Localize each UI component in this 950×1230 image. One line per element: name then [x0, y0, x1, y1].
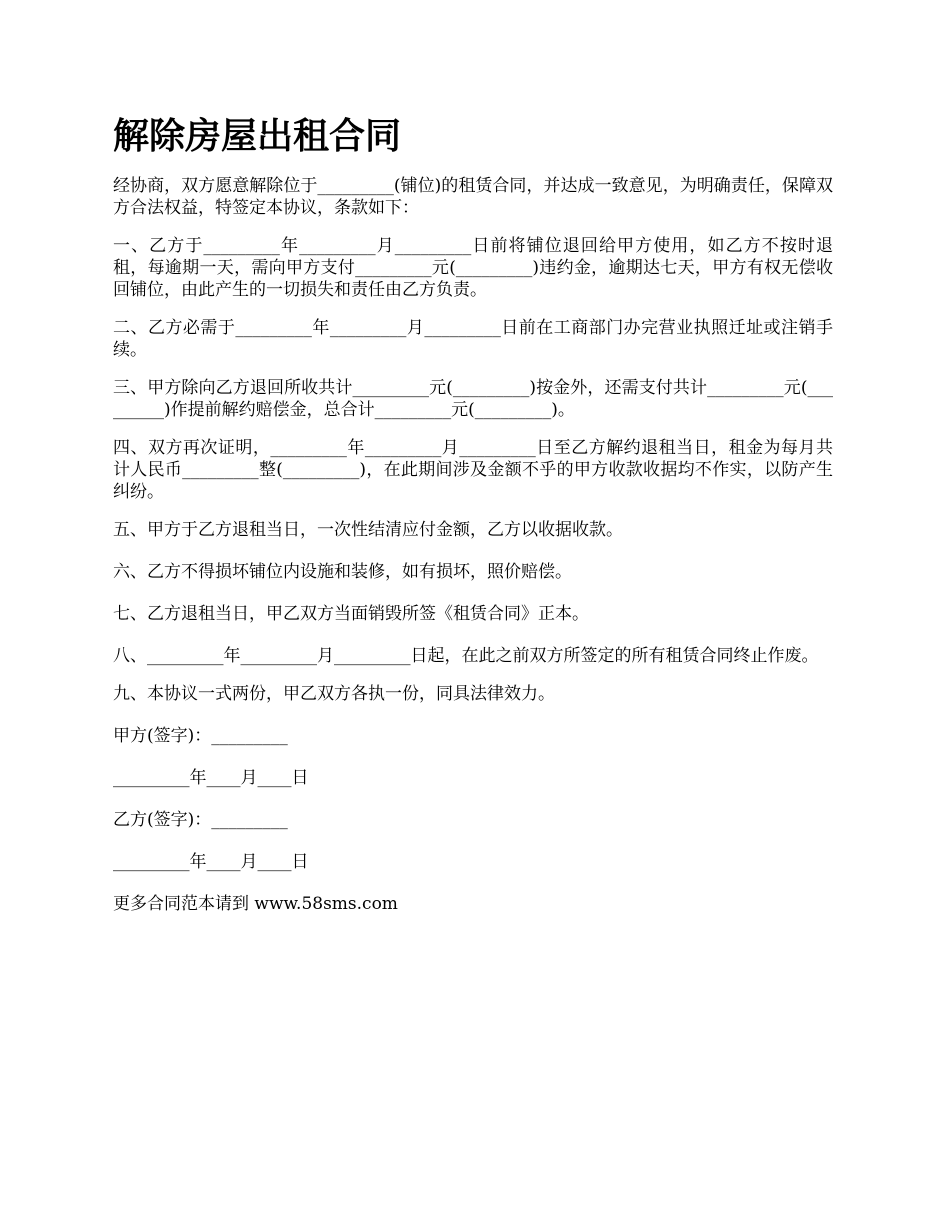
document-title: 解除房屋出租合同	[113, 115, 402, 157]
clause-5: 五、甲方于乙方退租当日，一次性结清应付金额，乙方以收据收款。	[113, 520, 623, 540]
document-body	[113, 175, 833, 915]
party-b-signature: 乙方(签字)：_________	[113, 810, 288, 830]
intro-paragraph: 经协商，双方愿意解除位于_________(铺位)的租赁合同，并达成一致意见，为明确责任，保障双方合法权益，特签定本协议，条款如下：	[113, 176, 833, 218]
clause-7: 七、乙方退租当日，甲乙双方当面销毁所签《租赁合同》正本。	[113, 604, 589, 624]
clause-4: 四、双方再次证明，_________年_________月_________日至乙方解约退租当日，租金为每月共计人民币_________整(_________)，在此期间涉及金额不乎的甲方收款收据均不作实，以防产生纠纷。	[113, 438, 833, 502]
clause-1: 一、乙方于_________年_________月_________日前将铺位退回给甲方使用，如乙方不按时退租，每逾期一天，需向甲方支付_________元(_________)违约金，逾期达七天，甲方有权无偿收回铺位，由此产生的一切损失和责任由乙方负责。	[113, 236, 833, 300]
clause-9: 九、本协议一式两份，甲乙双方各执一份，同具法律效力。	[113, 684, 555, 704]
clause-3: 三、甲方除向乙方退回所收共计_________元(_________)按金外，还需支付共计_________元(_________)作提前解约赔偿金，总合计_________元(_________)。	[113, 378, 833, 420]
party-a-signature: 甲方(签字)：_________	[113, 726, 288, 746]
clause-6: 六、乙方不得损坏铺位内设施和装修，如有损坏，照价赔偿。	[113, 562, 572, 582]
clause-2: 二、乙方必需于_________年_________月_________日前在工商部门办完营业执照迁址或注销手续。	[113, 318, 833, 360]
party-a-date: _________年____月____日	[113, 768, 309, 788]
document-page	[113, 108, 833, 935]
party-b-date: _________年____月____日	[113, 852, 309, 872]
footer-link-text: 更多合同范本请到 www.58sms.com	[113, 894, 398, 914]
clause-8: 八、_________年_________月_________日起，在此之前双方所签定的所有租赁合同终止作废。	[113, 646, 819, 666]
